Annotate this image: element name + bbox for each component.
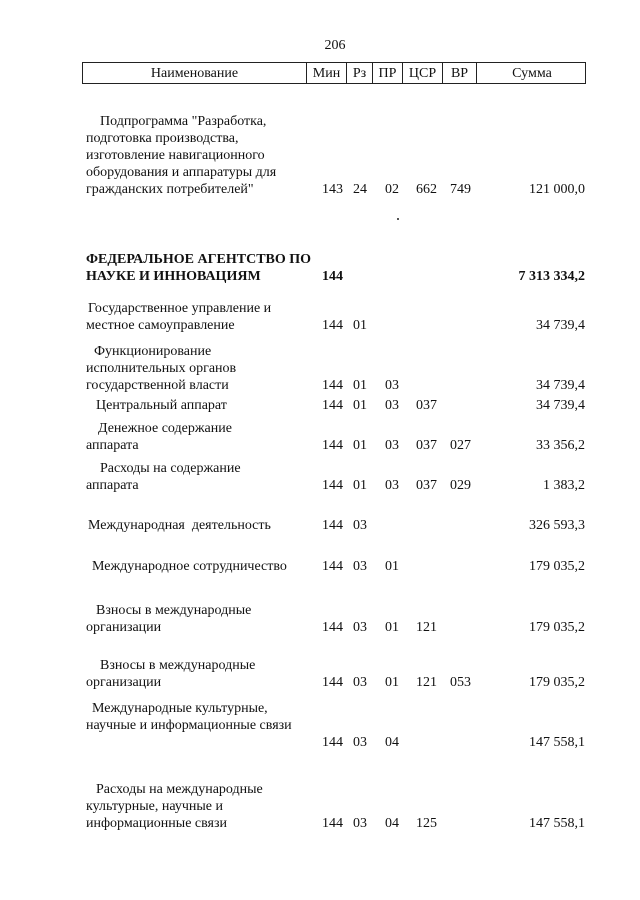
row-rz: 24 — [353, 182, 367, 197]
row-min: 144 — [322, 478, 343, 493]
row-name: Международная деятельность — [88, 518, 271, 533]
table-header — [82, 62, 586, 84]
row-min: 144 — [322, 378, 343, 393]
row-pr: 02 — [385, 182, 399, 197]
row-min: 144 — [322, 438, 343, 453]
row-vr: 029 — [450, 478, 471, 493]
row-rz: 01 — [353, 478, 367, 493]
row-rz: 03 — [353, 518, 367, 533]
row-name: Международные культурные, научные и информационные связи — [86, 701, 292, 733]
row-rz: 03 — [353, 735, 367, 750]
row-pr: 03 — [385, 478, 399, 493]
row-csr: 037 — [416, 478, 437, 493]
row-sum: 7 313 334,2 — [518, 269, 585, 284]
row-csr: 662 — [416, 182, 437, 197]
row-rz: 03 — [353, 675, 367, 690]
row-vr: 053 — [450, 675, 471, 690]
row-sum: 34 739,4 — [536, 318, 585, 333]
row-min: 144 — [322, 559, 343, 574]
row-min: 144 — [322, 318, 343, 333]
row-rz: 01 — [353, 438, 367, 453]
row-sum: 179 035,2 — [529, 620, 585, 635]
row-rz: 03 — [353, 559, 367, 574]
row-name: ФЕДЕРАЛЬНОЕ АГЕНТСТВО ПО НАУКЕ И ИННОВАЦИЯМ — [86, 252, 312, 284]
row-name: Международное сотрудничество — [92, 559, 287, 574]
row-pr: 03 — [385, 438, 399, 453]
row-min: 144 — [322, 518, 343, 533]
row-name: Денежное содержание аппарата — [86, 421, 232, 453]
header-rz: Рз — [346, 63, 372, 83]
row-pr: 03 — [385, 398, 399, 413]
row-pr: 01 — [385, 620, 399, 635]
row-name: Функционирование исполнительных органов государственной власти — [86, 344, 237, 393]
row-name: Взносы в международные организации — [86, 658, 256, 690]
row-csr: 121 — [416, 675, 437, 690]
row-pr: 04 — [385, 816, 399, 831]
row-rz: 03 — [353, 620, 367, 635]
row-sum: 34 739,4 — [536, 378, 585, 393]
row-min: 144 — [322, 735, 343, 750]
row-sum: 179 035,2 — [529, 675, 585, 690]
speck-mark — [397, 218, 399, 220]
row-min: 144 — [322, 269, 343, 284]
header-csr: ЦСР — [402, 63, 442, 83]
row-sum: 33 356,2 — [536, 438, 585, 453]
row-vr: 027 — [450, 438, 471, 453]
row-sum: 179 035,2 — [529, 559, 585, 574]
row-sum: 147 558,1 — [529, 816, 585, 831]
header-min: Мин — [306, 63, 346, 83]
row-pr: 04 — [385, 735, 399, 750]
page-number: 206 — [324, 38, 346, 53]
header-name: Наименование — [150, 66, 239, 81]
row-name: Государственное управление и местное самоуправление — [86, 301, 272, 333]
row-csr: 121 — [416, 620, 437, 635]
row-csr: 037 — [416, 438, 437, 453]
row-name: Центральный аппарат — [96, 398, 227, 413]
row-min: 143 — [322, 182, 343, 197]
header-vr: ВР — [442, 63, 476, 83]
row-vr: 749 — [450, 182, 471, 197]
row-rz: 01 — [353, 398, 367, 413]
header-pr: ПР — [372, 63, 402, 83]
row-name: Расходы на содержание аппарата — [86, 461, 241, 493]
row-rz: 01 — [353, 378, 367, 393]
row-sum: 121 000,0 — [529, 182, 585, 197]
row-min: 144 — [322, 675, 343, 690]
row-min: 144 — [322, 816, 343, 831]
row-min: 144 — [322, 398, 343, 413]
row-min: 144 — [322, 620, 343, 635]
row-sum: 1 383,2 — [543, 478, 585, 493]
row-sum: 147 558,1 — [529, 735, 585, 750]
row-name: Расходы на международные культурные, научные и информационные связи — [86, 782, 263, 831]
row-sum: 34 739,4 — [536, 398, 585, 413]
row-name: Взносы в международные организации — [86, 603, 252, 635]
row-sum: 326 593,3 — [529, 518, 585, 533]
row-pr: 03 — [385, 378, 399, 393]
row-pr: 01 — [385, 675, 399, 690]
row-name: Подпрограмма "Разработка, подготовка производства, изготовление навигационного оборудования и аппаратуры для гражданских потребителей" — [86, 114, 277, 197]
row-pr: 01 — [385, 559, 399, 574]
row-rz: 03 — [353, 816, 367, 831]
row-csr: 125 — [416, 816, 437, 831]
header-sum: Сумма — [476, 63, 587, 83]
row-csr: 037 — [416, 398, 437, 413]
row-rz: 01 — [353, 318, 367, 333]
